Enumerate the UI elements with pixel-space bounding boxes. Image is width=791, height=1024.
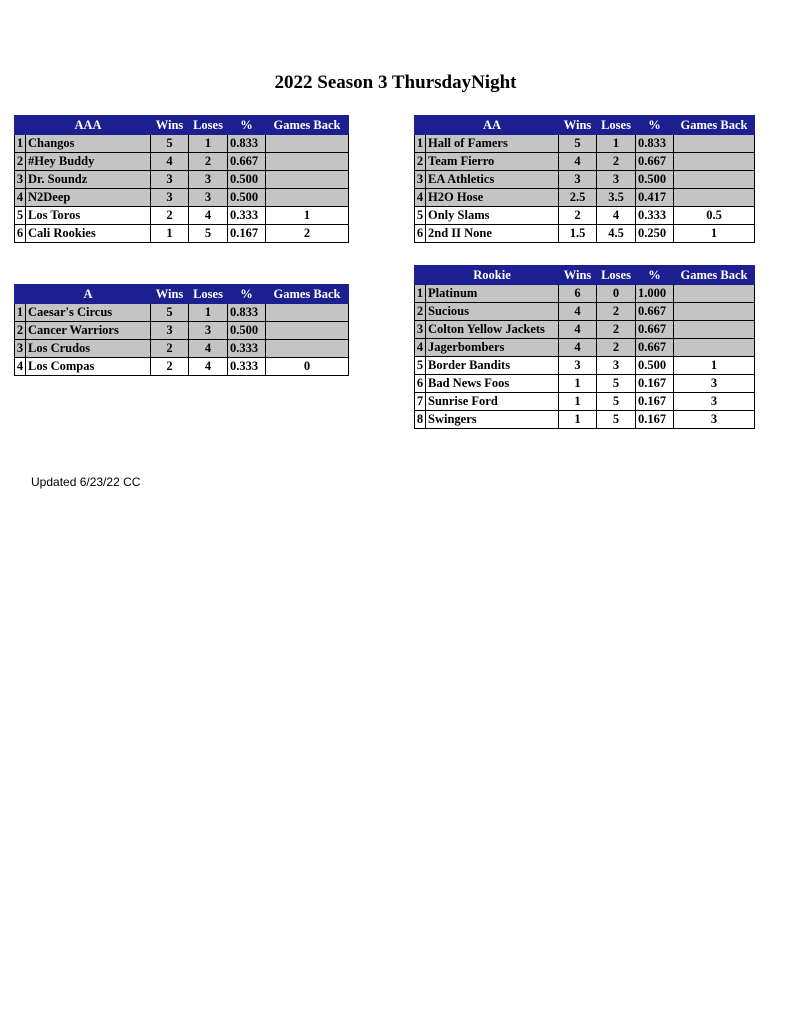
- loses-header: Loses: [597, 266, 636, 285]
- wins-cell: 4: [559, 339, 597, 357]
- pct-cell: 0.500: [228, 322, 266, 340]
- wins-cell: 2: [151, 340, 189, 358]
- pct-cell: 0.833: [636, 135, 674, 153]
- wins-cell: 1: [559, 393, 597, 411]
- loses-cell: 3.5: [597, 189, 636, 207]
- loses-cell: 2: [189, 153, 228, 171]
- pct-cell: 0.333: [228, 207, 266, 225]
- pct-cell: 0.500: [228, 189, 266, 207]
- division-table-aaa: [14, 115, 349, 243]
- wins-cell: 2: [559, 207, 597, 225]
- pct-cell: 0.833: [228, 304, 266, 322]
- loses-cell: 1: [189, 135, 228, 153]
- wins-cell: 2.5: [559, 189, 597, 207]
- loses-cell: 2: [597, 303, 636, 321]
- wins-cell: 4: [151, 153, 189, 171]
- wins-header: Wins: [559, 266, 597, 285]
- loses-cell: 3: [597, 171, 636, 189]
- pct-header: %: [636, 266, 674, 285]
- rank-cell: 5: [415, 357, 426, 375]
- pct-cell: 0.167: [636, 393, 674, 411]
- rank-cell: 1: [15, 135, 26, 153]
- loses-header: Loses: [189, 116, 228, 135]
- table-row: [15, 322, 349, 340]
- rank-header: [415, 116, 426, 135]
- table-header-row: [415, 116, 755, 135]
- pct-cell: 0.667: [636, 339, 674, 357]
- team-name: Team Fierro: [426, 153, 559, 171]
- pct-cell: 0.167: [636, 411, 674, 429]
- loses-cell: 4.5: [597, 225, 636, 243]
- wins-cell: 5: [151, 304, 189, 322]
- table-row: [415, 321, 755, 339]
- games-back-header: Games Back: [266, 116, 349, 135]
- games-back-cell: 3: [674, 393, 755, 411]
- pct-cell: 0.500: [228, 171, 266, 189]
- table-row: [415, 303, 755, 321]
- table-row: [15, 304, 349, 322]
- table-row: [415, 285, 755, 303]
- pct-cell: 0.500: [636, 171, 674, 189]
- wins-cell: 1: [151, 225, 189, 243]
- wins-cell: 1.5: [559, 225, 597, 243]
- pct-cell: 0.417: [636, 189, 674, 207]
- games-back-cell: 1: [266, 207, 349, 225]
- division-table-aa: [414, 115, 755, 243]
- rank-cell: 6: [415, 375, 426, 393]
- table-header-row: [415, 266, 755, 285]
- games-back-cell: 0.5: [674, 207, 755, 225]
- loses-cell: 2: [597, 321, 636, 339]
- pct-cell: 0.250: [636, 225, 674, 243]
- loses-cell: 1: [597, 135, 636, 153]
- table-row: [415, 171, 755, 189]
- team-name: Cali Rookies: [26, 225, 151, 243]
- pct-cell: 0.167: [636, 375, 674, 393]
- team-name: Los Compas: [26, 358, 151, 376]
- rank-cell: 8: [415, 411, 426, 429]
- team-name: 2nd II None: [426, 225, 559, 243]
- games-back-cell: [674, 285, 755, 303]
- games-back-cell: [266, 153, 349, 171]
- wins-cell: 4: [559, 153, 597, 171]
- table-row: [415, 153, 755, 171]
- pct-header: %: [228, 116, 266, 135]
- wins-cell: 2: [151, 358, 189, 376]
- table-row: [15, 207, 349, 225]
- rank-cell: 2: [15, 153, 26, 171]
- pct-header: %: [636, 116, 674, 135]
- games-back-cell: [674, 321, 755, 339]
- table-row: [415, 225, 755, 243]
- rank-cell: 3: [415, 171, 426, 189]
- rank-cell: 4: [415, 189, 426, 207]
- table-row: [415, 339, 755, 357]
- rank-header: [15, 285, 26, 304]
- team-name: Only Slams: [426, 207, 559, 225]
- wins-cell: 3: [151, 322, 189, 340]
- table-row: [415, 393, 755, 411]
- wins-cell: 5: [151, 135, 189, 153]
- wins-cell: 1: [559, 375, 597, 393]
- team-name: Los Toros: [26, 207, 151, 225]
- rank-cell: 3: [415, 321, 426, 339]
- division-name: AAA: [26, 116, 151, 135]
- rank-cell: 1: [415, 135, 426, 153]
- games-back-cell: [266, 189, 349, 207]
- team-name: Hall of Famers: [426, 135, 559, 153]
- wins-header: Wins: [151, 116, 189, 135]
- team-name: Bad News Foos: [426, 375, 559, 393]
- wins-cell: 2: [151, 207, 189, 225]
- rank-cell: 6: [15, 225, 26, 243]
- games-back-cell: [674, 153, 755, 171]
- pct-cell: 1.000: [636, 285, 674, 303]
- loses-cell: 3: [189, 171, 228, 189]
- pct-cell: 0.333: [636, 207, 674, 225]
- rank-cell: 4: [415, 339, 426, 357]
- team-name: Caesar's Circus: [26, 304, 151, 322]
- loses-header: Loses: [597, 116, 636, 135]
- games-back-cell: [266, 171, 349, 189]
- wins-cell: 1: [559, 411, 597, 429]
- rank-cell: 3: [15, 340, 26, 358]
- team-name: Changos: [26, 135, 151, 153]
- pct-cell: 0.667: [636, 303, 674, 321]
- team-name: #Hey Buddy: [26, 153, 151, 171]
- loses-header: Loses: [189, 285, 228, 304]
- games-back-cell: [674, 189, 755, 207]
- wins-cell: 5: [559, 135, 597, 153]
- wins-cell: 3: [559, 171, 597, 189]
- loses-cell: 3: [189, 189, 228, 207]
- loses-cell: 4: [189, 358, 228, 376]
- loses-cell: 4: [597, 207, 636, 225]
- games-back-header: Games Back: [674, 116, 755, 135]
- table-header-row: [15, 116, 349, 135]
- pct-cell: 0.667: [636, 321, 674, 339]
- loses-cell: 2: [597, 153, 636, 171]
- pct-cell: 0.667: [228, 153, 266, 171]
- team-name: Platinum: [426, 285, 559, 303]
- pct-cell: 0.500: [636, 357, 674, 375]
- team-name: Jagerbombers: [426, 339, 559, 357]
- table-row: [415, 375, 755, 393]
- loses-cell: 4: [189, 340, 228, 358]
- rank-cell: 2: [415, 153, 426, 171]
- team-name: Colton Yellow Jackets: [426, 321, 559, 339]
- table-row: [15, 171, 349, 189]
- division-table-a: [14, 284, 349, 376]
- rank-cell: 2: [15, 322, 26, 340]
- team-name: H2O Hose: [426, 189, 559, 207]
- table-row: [415, 135, 755, 153]
- loses-cell: 4: [189, 207, 228, 225]
- games-back-cell: 1: [674, 357, 755, 375]
- loses-cell: 5: [597, 375, 636, 393]
- games-back-cell: [674, 135, 755, 153]
- games-back-header: Games Back: [266, 285, 349, 304]
- games-back-cell: [674, 339, 755, 357]
- rank-cell: 1: [415, 285, 426, 303]
- table-row: [415, 207, 755, 225]
- table-row: [15, 153, 349, 171]
- updated-note: Updated 6/23/22 CC: [31, 475, 141, 489]
- pct-cell: 0.667: [636, 153, 674, 171]
- rank-cell: 5: [15, 207, 26, 225]
- games-back-cell: [674, 171, 755, 189]
- wins-cell: 4: [559, 321, 597, 339]
- table-row: [15, 189, 349, 207]
- games-back-cell: 1: [674, 225, 755, 243]
- page-title: 2022 Season 3 ThursdayNight: [274, 72, 517, 93]
- games-back-cell: [674, 303, 755, 321]
- loses-cell: 3: [189, 322, 228, 340]
- wins-header: Wins: [559, 116, 597, 135]
- table-row: [415, 357, 755, 375]
- team-name: Border Bandits: [426, 357, 559, 375]
- rank-cell: 5: [415, 207, 426, 225]
- team-name: N2Deep: [26, 189, 151, 207]
- games-back-cell: 3: [674, 411, 755, 429]
- table-row: [15, 135, 349, 153]
- loses-cell: 5: [597, 411, 636, 429]
- pct-cell: 0.167: [228, 225, 266, 243]
- table-row: [15, 340, 349, 358]
- games-back-cell: [266, 340, 349, 358]
- team-name: Sucious: [426, 303, 559, 321]
- rank-cell: 3: [15, 171, 26, 189]
- table-row: [415, 189, 755, 207]
- games-back-cell: [266, 135, 349, 153]
- games-back-cell: 2: [266, 225, 349, 243]
- loses-cell: 0: [597, 285, 636, 303]
- games-back-header: Games Back: [674, 266, 755, 285]
- rank-cell: 1: [15, 304, 26, 322]
- loses-cell: 2: [597, 339, 636, 357]
- division-name: Rookie: [426, 266, 559, 285]
- team-name: EA Athletics: [426, 171, 559, 189]
- rank-cell: 4: [15, 189, 26, 207]
- loses-cell: 1: [189, 304, 228, 322]
- rank-cell: 6: [415, 225, 426, 243]
- division-table-rookie: [414, 265, 755, 429]
- rank-header: [415, 266, 426, 285]
- wins-cell: 4: [559, 303, 597, 321]
- rank-cell: 7: [415, 393, 426, 411]
- loses-cell: 3: [597, 357, 636, 375]
- wins-header: Wins: [151, 285, 189, 304]
- wins-cell: 3: [151, 171, 189, 189]
- rank-cell: 4: [15, 358, 26, 376]
- games-back-cell: [266, 304, 349, 322]
- pct-cell: 0.333: [228, 358, 266, 376]
- games-back-cell: 3: [674, 375, 755, 393]
- table-row: [15, 225, 349, 243]
- table-header-row: [15, 285, 349, 304]
- rank-header: [15, 116, 26, 135]
- division-name: AA: [426, 116, 559, 135]
- team-name: Los Crudos: [26, 340, 151, 358]
- pct-cell: 0.333: [228, 340, 266, 358]
- table-row: [15, 358, 349, 376]
- pct-header: %: [228, 285, 266, 304]
- games-back-cell: 0: [266, 358, 349, 376]
- table-row: [415, 411, 755, 429]
- rank-cell: 2: [415, 303, 426, 321]
- games-back-cell: [266, 322, 349, 340]
- wins-cell: 6: [559, 285, 597, 303]
- loses-cell: 5: [189, 225, 228, 243]
- team-name: Sunrise Ford: [426, 393, 559, 411]
- team-name: Dr. Soundz: [26, 171, 151, 189]
- wins-cell: 3: [151, 189, 189, 207]
- division-name: A: [26, 285, 151, 304]
- team-name: Swingers: [426, 411, 559, 429]
- wins-cell: 3: [559, 357, 597, 375]
- pct-cell: 0.833: [228, 135, 266, 153]
- team-name: Cancer Warriors: [26, 322, 151, 340]
- loses-cell: 5: [597, 393, 636, 411]
